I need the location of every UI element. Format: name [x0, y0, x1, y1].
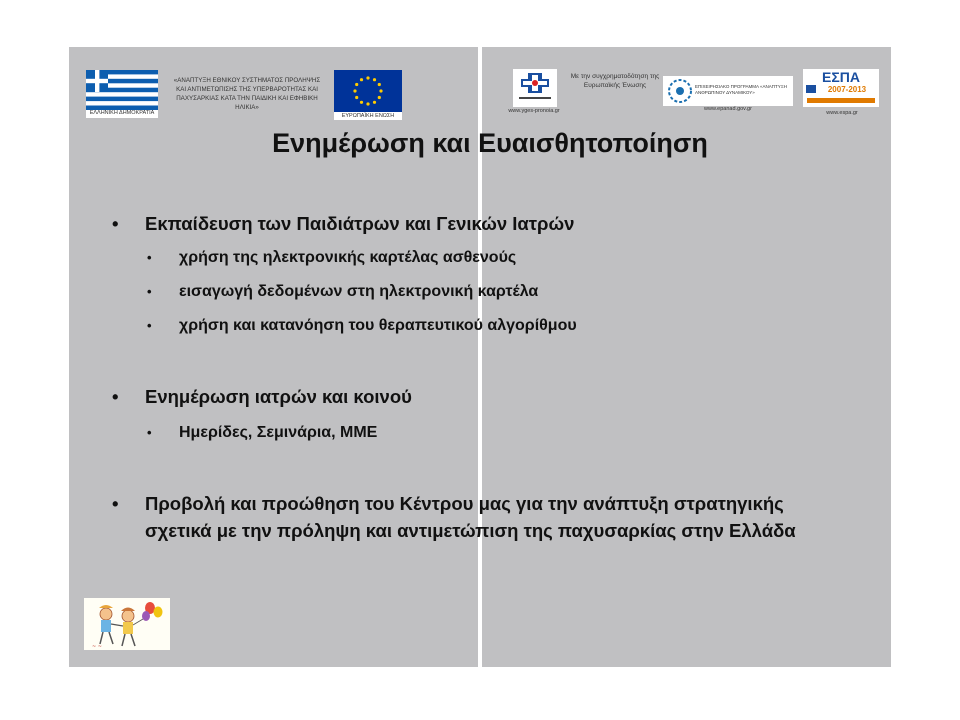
bullet-glyph: • [112, 386, 119, 407]
program-title-text: «ΑΝΑΠΤΥΞΗ ΕΘΝΙΚΟΥ ΣΥΣΤΗΜΑΤΟΣ ΠΡΟΛΗΨΗΣ ΚΑΙ ΑΝΤΙΜΕΤΩΠΙΣΗΣ ΤΗΣ ΥΠΕΡΒΑΡΟΤΗΤΑΣ ΚΑΙ ΠΑΧΥΣΑΡΚΙΑΣ ΚΑΤΑ ΤΗΝ ΠΑΙΔΙΚΗ ΚΑΙ ΕΦΗΒΙΚΗ ΗΛΙΚΙΑ» [173, 77, 321, 111]
bullet-glyph: • [147, 250, 152, 265]
cofunded-text: Με την συγχρηματοδότηση της Ευρωπαϊκής Ένωσης [570, 73, 660, 89]
espa-url: www.espa.gr [826, 110, 858, 116]
sub-bullet-text: εισαγωγή δεδομένων στη ηλεκτρονική καρτέλα [179, 283, 539, 300]
greek-flag-caption: ΕΛΛΗΝΙΚΗ ΔΗΜΟΚΡΑΤΙΑ [89, 110, 155, 116]
bullet-text: Εκπαίδευση των Παιδιάτρων και Γενικών Ιατρών [145, 213, 575, 234]
bullet-text: Ενημέρωση ιατρών και κοινού [145, 386, 412, 407]
page-title: Ενημέρωση και Ευαισθητοποίηση [272, 128, 708, 158]
bullet-glyph: • [112, 493, 119, 514]
sub-bullet-text: χρήση της ηλεκτρονικής καρτέλας ασθενούς [179, 249, 517, 266]
children-illustration [84, 598, 170, 650]
svg-text:~ ~: ~ ~ [92, 644, 102, 650]
op-text: ΕΠΙΧΕΙΡΗΣΙΑΚΟ ΠΡΟΓΡΑΜΜΑ «ΑΝΑΠΤΥΞΗ ΑΝΘΡΩΠΙΝΟΥ ΔΥΝΑΜΙΚΟΥ» [695, 84, 787, 95]
op-programme-logo [663, 76, 793, 106]
espa-logo [803, 69, 879, 107]
sub-bullet-text: χρήση και κατανόηση του θεραπευτικού αλγορίθμου [179, 317, 577, 334]
bullet-glyph: • [147, 284, 152, 299]
ministry-url: www.yges-pronoia.gr [508, 108, 560, 114]
espa-stripe [807, 98, 875, 103]
ministry-logo [513, 69, 557, 107]
eu-flag-logo [334, 70, 402, 120]
bullet-glyph: • [147, 318, 152, 333]
sub-bullet-text: Ημερίδες, Σεμινάρια, ΜΜΕ [179, 424, 378, 441]
bullet-text: Προβολή και προώθηση του Κέντρου μας για την ανάπτυξη στρατηγικής σχετικά με την πρόληψη και αντιμετώπιση της παχυσαρκίας στην Ελλάδα [145, 493, 796, 541]
espa-years: 2007-2013 [827, 85, 867, 94]
bullet-glyph: • [147, 425, 152, 440]
espa-label: ΕΣΠΑ [822, 69, 860, 85]
bullet-glyph: • [112, 213, 119, 234]
eu-stars-icon [334, 70, 402, 112]
eu-flag-caption: ΕΥΡΩΠΑΪΚΗ ΕΝΩΣΗ [341, 113, 395, 119]
greek-flag-logo [86, 70, 158, 118]
op-url: www.epanad.gov.gr [704, 106, 752, 112]
op-emblem-icon [665, 76, 695, 106]
espa-eu-mark [806, 85, 816, 93]
